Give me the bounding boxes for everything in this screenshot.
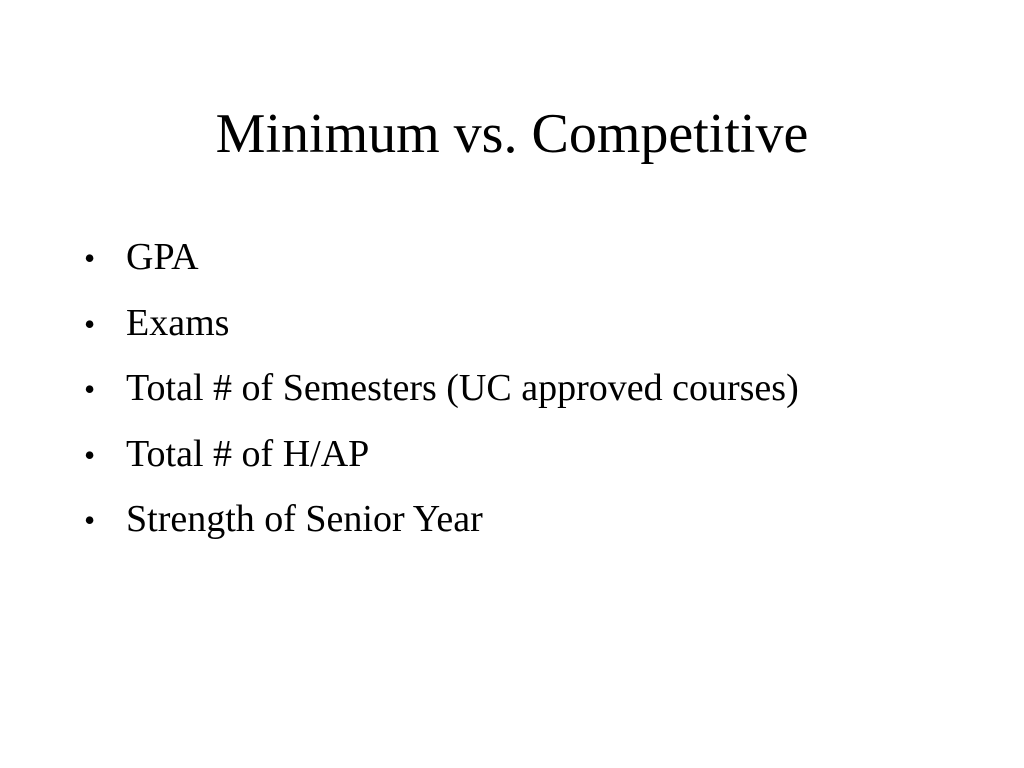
- bullet-list: [84, 229, 984, 557]
- bullet-item: [84, 295, 984, 361]
- bullet-item: [84, 229, 984, 295]
- bullet-icon: •: [84, 502, 96, 538]
- bullet-text: Strength of Senior Year: [126, 498, 483, 540]
- bullet-text: Total # of H/AP: [126, 432, 370, 475]
- bullet-text: Total # of Semesters (UC approved courses): [126, 367, 799, 409]
- bullet-icon: •: [84, 305, 96, 342]
- bullet-icon: •: [84, 240, 96, 276]
- bullet-text: GPA: [126, 236, 199, 278]
- bullet-icon: •: [84, 436, 96, 473]
- bullet-icon: •: [84, 371, 96, 407]
- bullet-item: [84, 426, 984, 492]
- bullet-item: [84, 360, 984, 426]
- slide-title: Minimum vs. Competitive: [215, 103, 809, 165]
- bullet-text: Exams: [126, 301, 230, 344]
- bullet-item: [84, 491, 984, 557]
